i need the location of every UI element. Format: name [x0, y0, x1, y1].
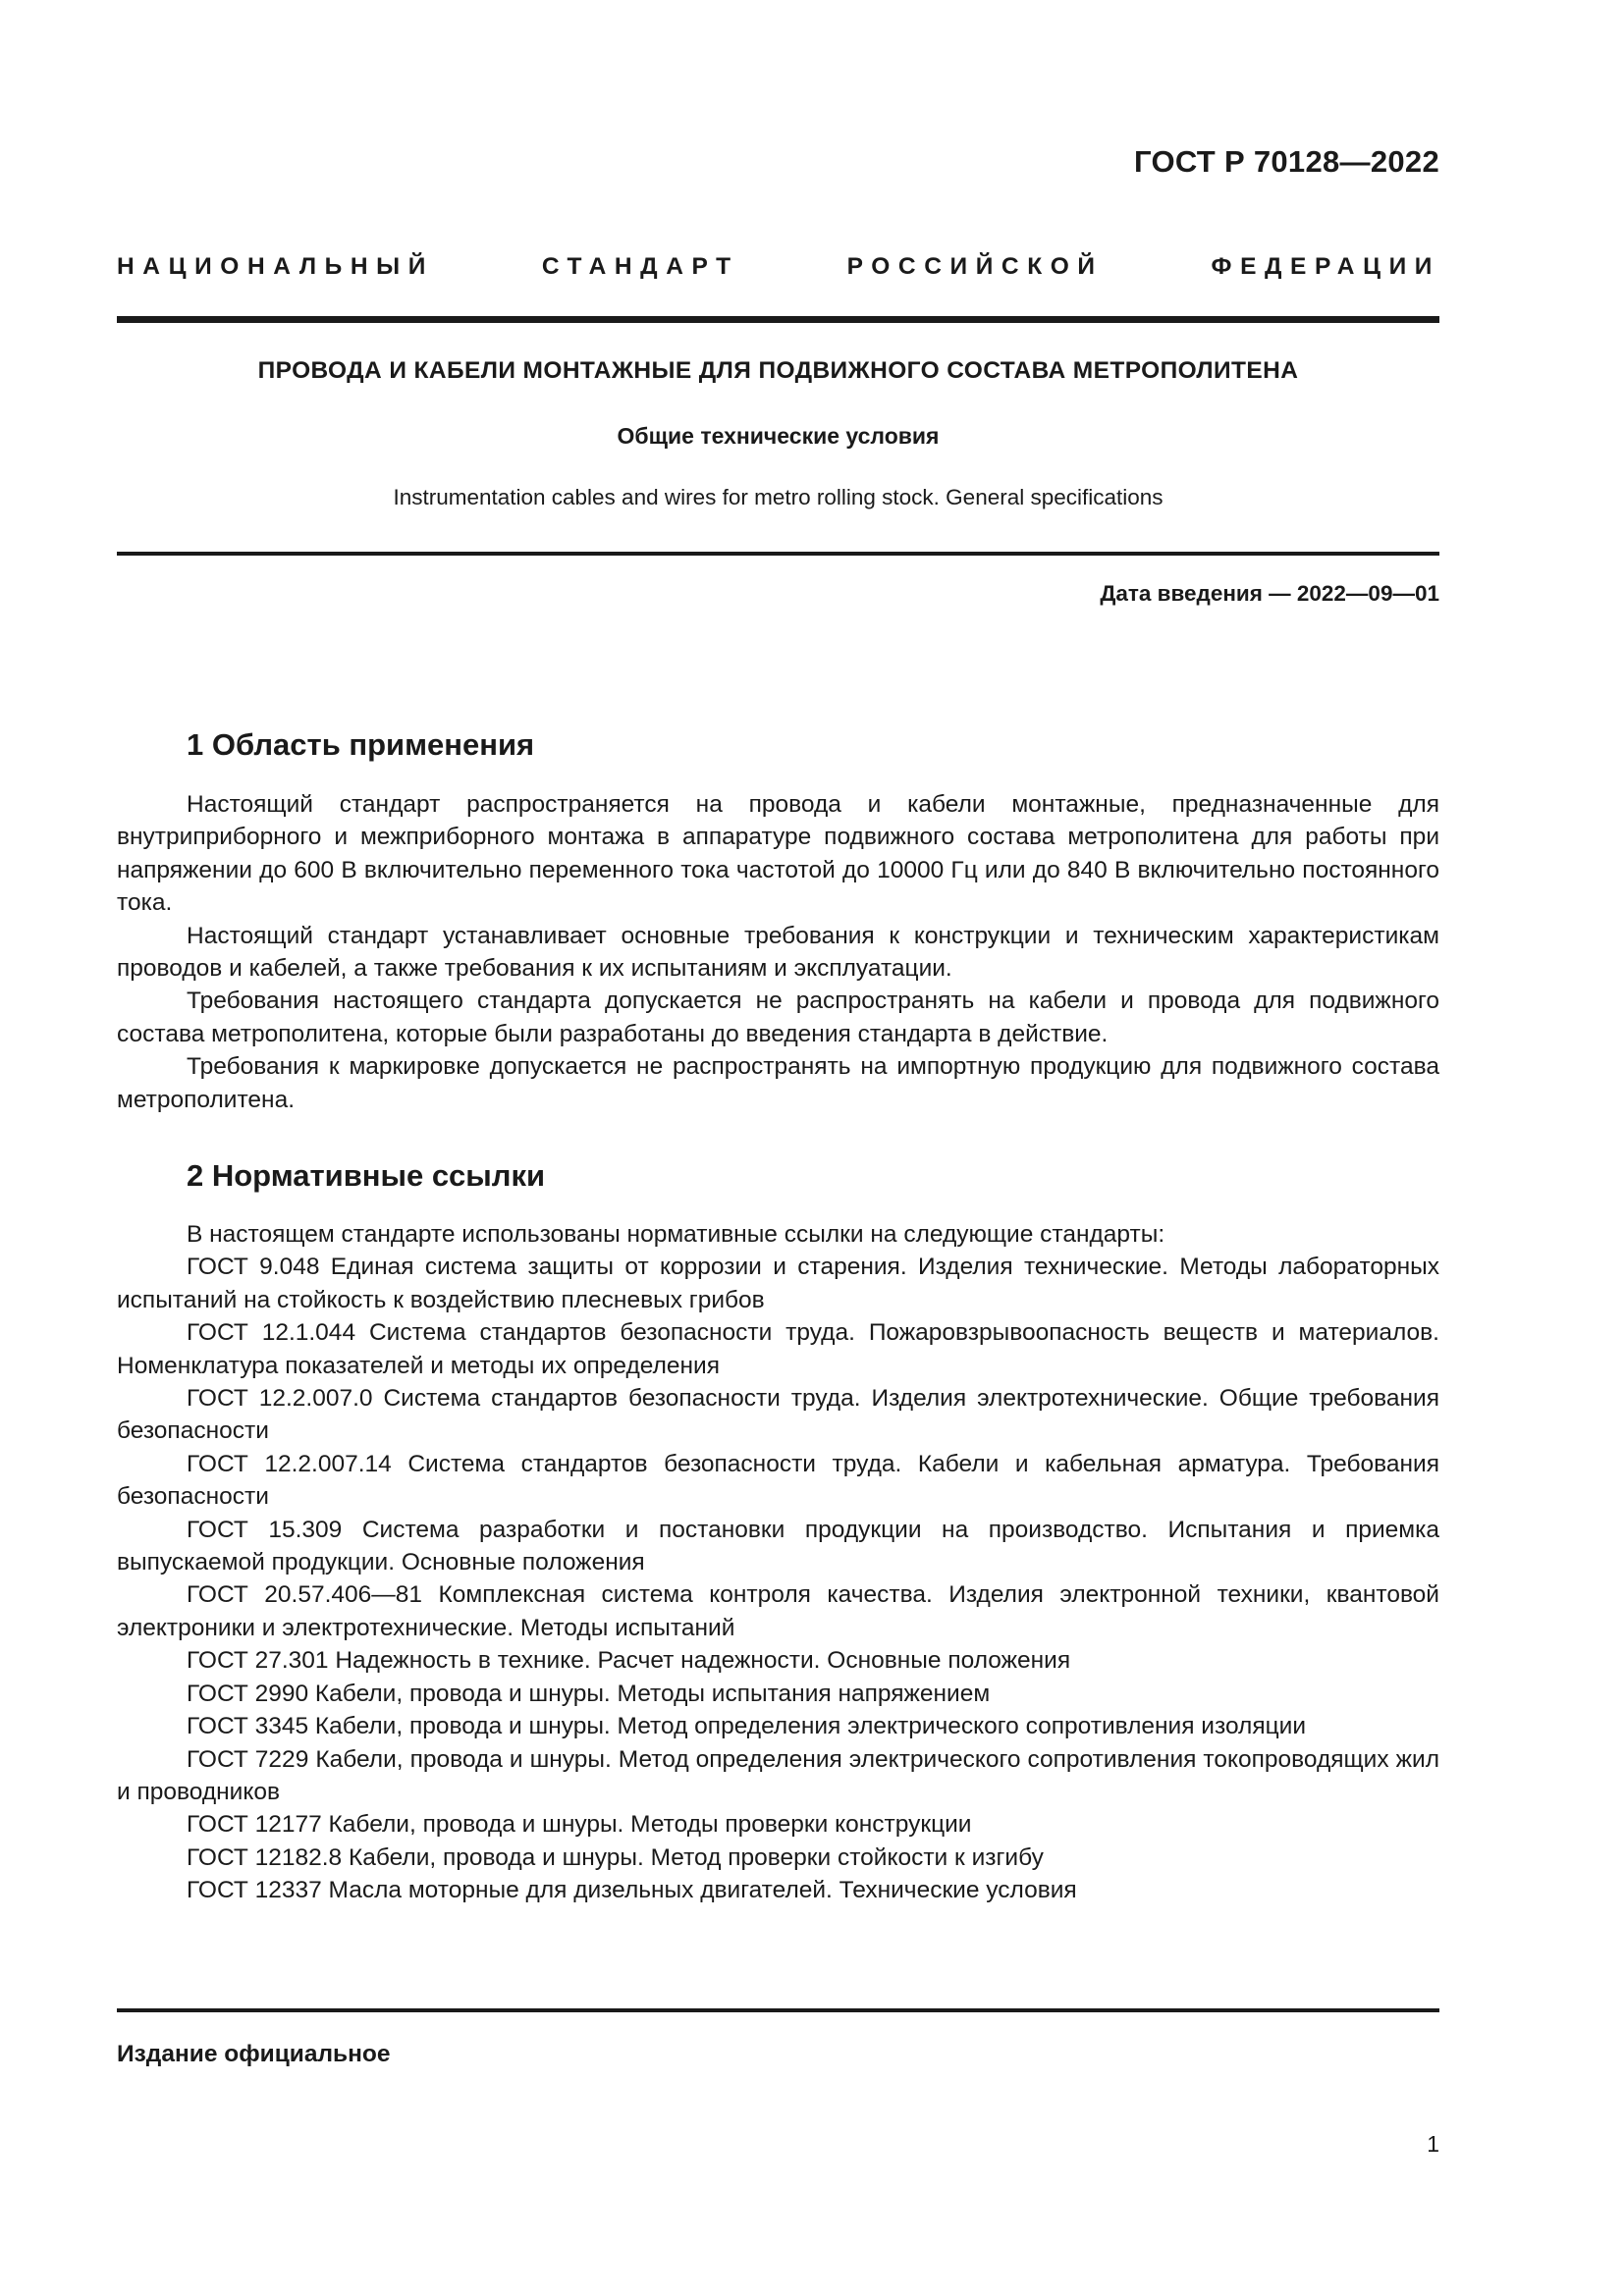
official-edition-label: Издание официальное: [117, 2041, 391, 2067]
reference-item: ГОСТ 15.309 Система разработки и постановки продукции на производство. Испытания и приемка выпускаемой продукции. Основные положения: [117, 1516, 1439, 1576]
effective-date: Дата введения — 2022—09—01: [1100, 581, 1439, 606]
reference-item: ГОСТ 12177 Кабели, провода и шнуры. Методы проверки конструкции: [187, 1811, 972, 1839]
paragraph: Настоящий стандарт распространяется на провода и кабели монтажные, предназначенные для внутриприборного и межприборного монтажа в аппаратуре подвижного состава метрополитена для работы при напряжении до 600 В включительно переменного тока частотой до 10000 Гц или до 840 В включительно постоянного тока.: [117, 791, 1439, 917]
reference-item: ГОСТ 12.1.044 Система стандартов безопасности труда. Пожаровзрывоопасность веществ и материалов. Номенклатура показателей и методы их определения: [117, 1319, 1439, 1379]
english-title: Instrumentation cables and wires for metro rolling stock. General specifications: [393, 485, 1164, 509]
reference-item: ГОСТ 12.2.007.0 Система стандартов безопасности труда. Изделия электротехнические. Общие требования безопасности: [117, 1385, 1439, 1445]
document-number: ГОСТ Р 70128—2022: [1134, 144, 1439, 179]
reference-item: ГОСТ 9.048 Единая система защиты от коррозии и старения. Изделия технические. Методы лабораторных испытаний на стойкость к воздействию плесневых грибов: [117, 1254, 1439, 1313]
paragraph: Требования к маркировке допускается не распространять на импортную продукцию для подвижного состава метрополитена.: [117, 1053, 1439, 1113]
reference-item: ГОСТ 27.301 Надежность в технике. Расчет надежности. Основные положения: [187, 1647, 1071, 1675]
header-divider: [117, 316, 1439, 323]
paragraph: Требования настоящего стандарта допускается не распространять на кабели и провода для подвижного состава метрополитена, которые были разработаны до введения стандарта в действие.: [117, 988, 1439, 1047]
page-number: 1: [1427, 2131, 1439, 2157]
section-heading-references: 2 Нормативные ссылки: [187, 1158, 546, 1193]
reference-item: ГОСТ 12182.8 Кабели, провода и шнуры. Метод проверки стойкости к изгибу: [187, 1843, 1044, 1871]
reference-item: ГОСТ 20.57.406—81 Комплексная система контроля качества. Изделия электронной техники, квантовой электроники и электротехнические. Методы испытаний: [117, 1581, 1439, 1641]
reference-item: ГОСТ 7229 Кабели, провода и шнуры. Метод определения электрического сопротивления токопроводящих жил и проводников: [117, 1745, 1439, 1805]
national-standard-banner: НАЦИОНАЛЬНЫЙ СТАНДАРТ РОССИЙСКОЙ ФЕДЕРАЦИИ: [117, 253, 1440, 280]
section-references-body: [117, 1218, 1439, 1907]
footer-divider: [117, 2008, 1439, 2012]
document-subtitle: Общие технические условия: [617, 423, 940, 449]
reference-item: ГОСТ 12.2.007.14 Система стандартов безопасности труда. Кабели и кабельная арматура. Требования безопасности: [117, 1450, 1439, 1511]
document-title: ПРОВОДА И КАБЕЛИ МОНТАЖНЫЕ ДЛЯ ПОДВИЖНОГО СОСТАВА МЕТРОПОЛИТЕНА: [257, 357, 1299, 384]
paragraph: В настоящем стандарте использованы нормативные ссылки на следующие стандарты:: [187, 1221, 1165, 1248]
title-divider: [117, 552, 1439, 556]
section-scope-body: [117, 788, 1439, 1116]
reference-item: ГОСТ 2990 Кабели, провода и шнуры. Методы испытания напряжением: [187, 1680, 991, 1707]
reference-item: ГОСТ 12337 Масла моторные для дизельных двигателей. Технические условия: [187, 1877, 1077, 1904]
section-heading-scope: 1 Область применения: [187, 727, 535, 762]
paragraph: Настоящий стандарт устанавливает основные требования к конструкции и техническим характеристикам проводов и кабелей, а также требования к их испытаниям и эксплуатации.: [117, 922, 1439, 983]
reference-item: ГОСТ 3345 Кабели, провода и шнуры. Метод определения электрического сопротивления изоляции: [187, 1713, 1307, 1740]
